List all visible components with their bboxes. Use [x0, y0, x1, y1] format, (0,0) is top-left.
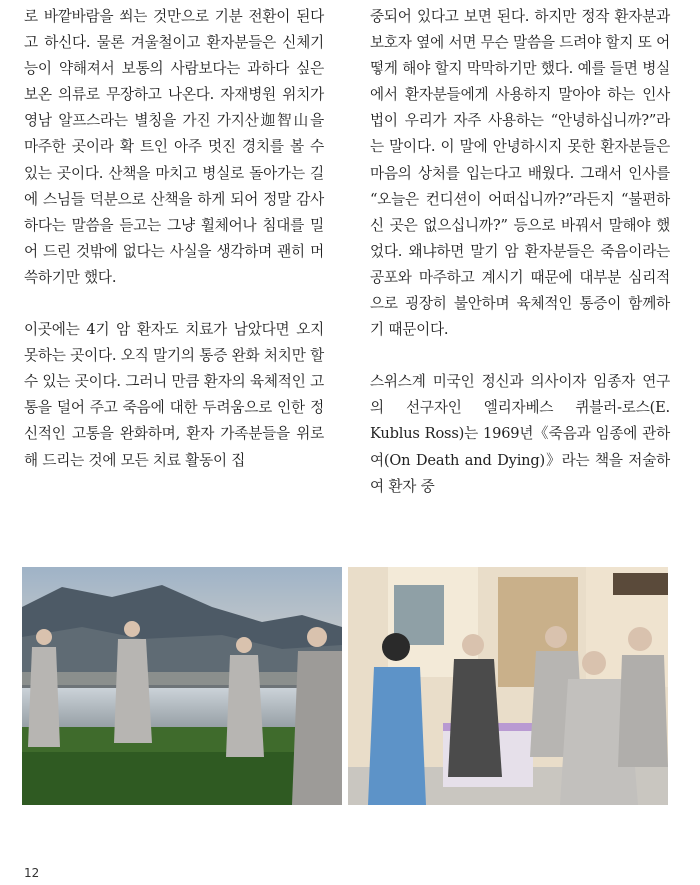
- left-text-column: [24, 4, 324, 474]
- left-paragraph-2: 이곳에는 4기 암 환자도 치료가 남았다면 오지 못하는 곳이다. 오직 말기의 통증 완화 처치만 할 수 있는 곳이다. 그러니 만큼 환자의 육체적인 고통을 덜어 주고 죽음에 대한 두려움으로 인한 정신적인 고통을 완화하며, 환자 가족분들을 위로해 드리는 것에 모든 치료 활동이 집: [24, 321, 324, 469]
- left-paragraph-1: 로 바깥바람을 쐬는 것만으로 기분 전환이 된다고 하신다. 물론 겨울철이고 환자분들은 신체기능이 약해져서 보통의 사람보다는 과하다 싶은 보온 의류로 무장하고 나온다. 자재병원 위치가 영남 알프스라는 별칭을 가진 가지산迦智山을 마주한 곳이라 확 트인 아주 멋진 경치를 볼 수 있는 곳이다. 산책을 마치고 병실로 돌아가는 길에 스님들 덕분으로 산책을 하게 되어 정말 감사하다는 말씀을 듣고는 그냥 휠체어나 침대를 밀어 드린 것밖에 없다는 사실을 생각하며 괜히 머쓱하기만 했다.: [24, 8, 324, 286]
- photo-monks-serving-tea: [348, 567, 668, 805]
- right-paragraph-2: 스위스계 미국인 정신과 의사이자 임종자 연구의 선구자인 엘리자베스 퀴블러-로스(E. Kublus Ross)는 1969년《죽음과 임종에 관하여(On Death and Dying)》라는 책을 저술하여 환자 중: [370, 373, 670, 495]
- page-number: 12: [24, 866, 40, 880]
- photo-monks-on-rooftop: [22, 567, 342, 805]
- rooftop-scene-illustration: [22, 567, 342, 805]
- tea-service-scene-illustration: [348, 567, 668, 805]
- right-text-column: [370, 4, 670, 500]
- right-paragraph-1: 중되어 있다고 보면 된다. 하지만 정작 환자분과 보호자 옆에 서면 무슨 말씀을 드려야 할지 또 어떻게 해야 할지 막막하기만 했다. 예를 들면 병실에서 환자분들에게 사용하지 말아야 하는 인사법이 우리가 자주 사용하는 “안녕하십니까?”라는 말이다. 이 말에 안녕하시지 못한 환자분들은 마음의 상처를 입는다고 배웠다. 그래서 인사를 “오늘은 컨디션이 어떠십니까?”라든지 “불편하신 곳은 없으십니까?” 등으로 바꿔서 말해야 했었다. 왜냐하면 말기 암 환자분들은 죽음이라는 공포와 마주하고 계시기 때문에 대부분 심리적으로 굉장히 불안하며 육체적인 통증이 함께하기 때문이다.: [370, 8, 670, 339]
